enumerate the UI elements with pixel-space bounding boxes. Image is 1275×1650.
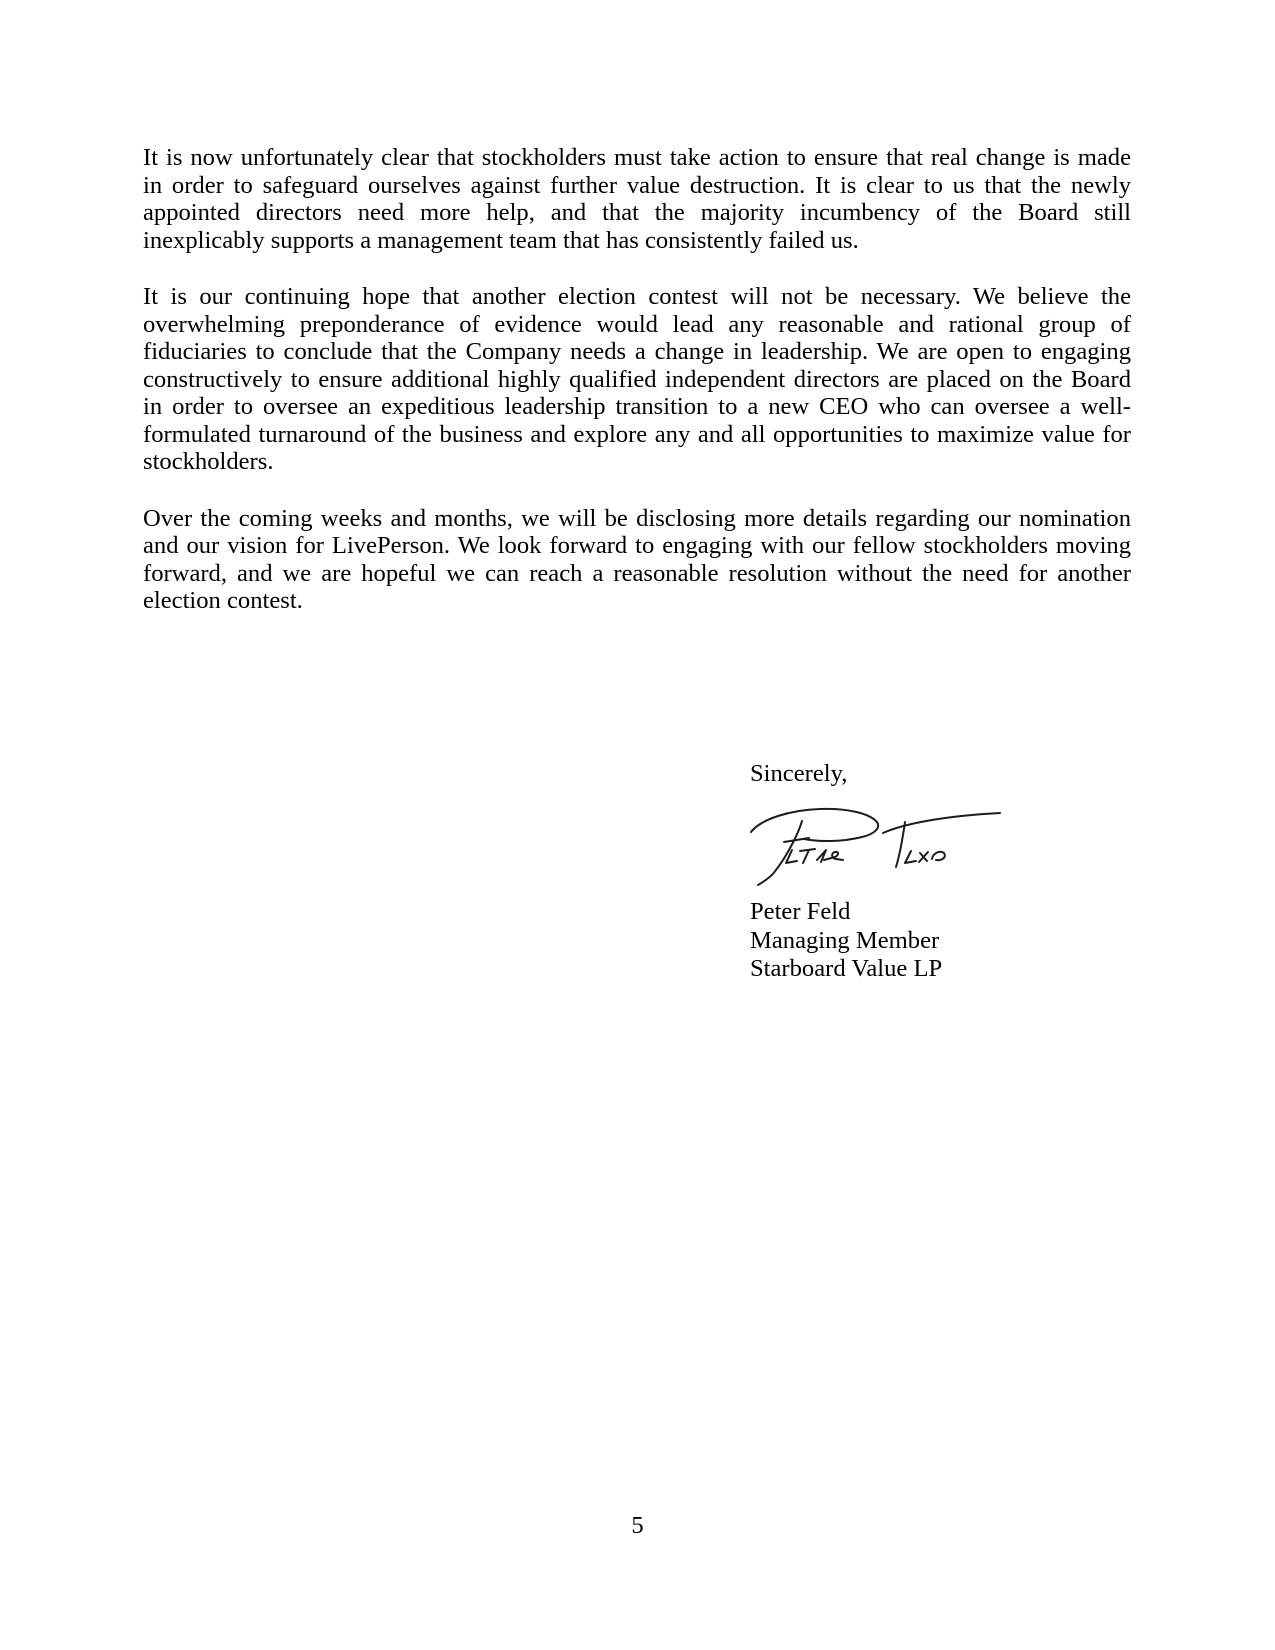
paragraph-line: in order to oversee an expeditious leadership transition to a new CEO who can oversee a well- [143, 393, 1131, 420]
closing-salutation: Sincerely, [750, 759, 848, 787]
paragraph-line: formulated turnaround of the business and explore any and all opportunities to maximize value for [143, 420, 1131, 448]
paragraph-line: stockholders. [143, 448, 274, 475]
paragraph [143, 505, 1131, 615]
signer-block [750, 898, 1131, 984]
paragraph-line: in order to safeguard ourselves against further value destruction. It is clear to us that the newly [143, 171, 1131, 199]
paragraph-line: It is our continuing hope that another election contest will not be necessary. We believe the [143, 283, 1131, 310]
paragraph-line: fiduciaries to conclude that the Company needs a change in leadership. We are open to engaging [143, 338, 1131, 365]
signer-name: Peter Feld [750, 898, 851, 925]
page-footer [0, 1512, 1275, 1540]
paragraph-line: election contest. [143, 587, 303, 614]
paragraph-line: inexplicably supports a management team that has consistently failed us. [143, 226, 859, 254]
signature-ink-icon [705, 797, 1005, 892]
paragraph-line: It is now unfortunately clear that stockholders must take action to ensure that real change is made [143, 144, 1131, 171]
paragraph-line: overwhelming preponderance of evidence would lead any reasonable and rational group of [143, 310, 1131, 338]
letter-paragraphs [143, 144, 1131, 615]
paragraph-line: and our vision for LivePerson. We look forward to engaging with our fellow stockholders moving [143, 532, 1131, 559]
paragraph [143, 283, 1131, 476]
paragraph-line: forward, and we are hopeful we can reach a reasonable resolution without the need for another [143, 559, 1131, 587]
paragraph-line: constructively to ensure additional highly qualified independent directors are placed on the Board [143, 365, 1131, 393]
closing-block [750, 760, 1131, 984]
paragraph-line: appointed directors need more help, and that the majority incumbency of the Board still [143, 199, 1131, 226]
peter-feld-signature [705, 797, 1005, 892]
page-number: 5 [631, 1512, 644, 1539]
paragraph [143, 144, 1131, 254]
signer-title: Managing Member [750, 926, 940, 954]
signer-company: Starboard Value LP [750, 955, 943, 982]
letter-body [143, 144, 1131, 984]
paragraph-line: Over the coming weeks and months, we will be disclosing more details regarding our nomination [143, 504, 1131, 532]
